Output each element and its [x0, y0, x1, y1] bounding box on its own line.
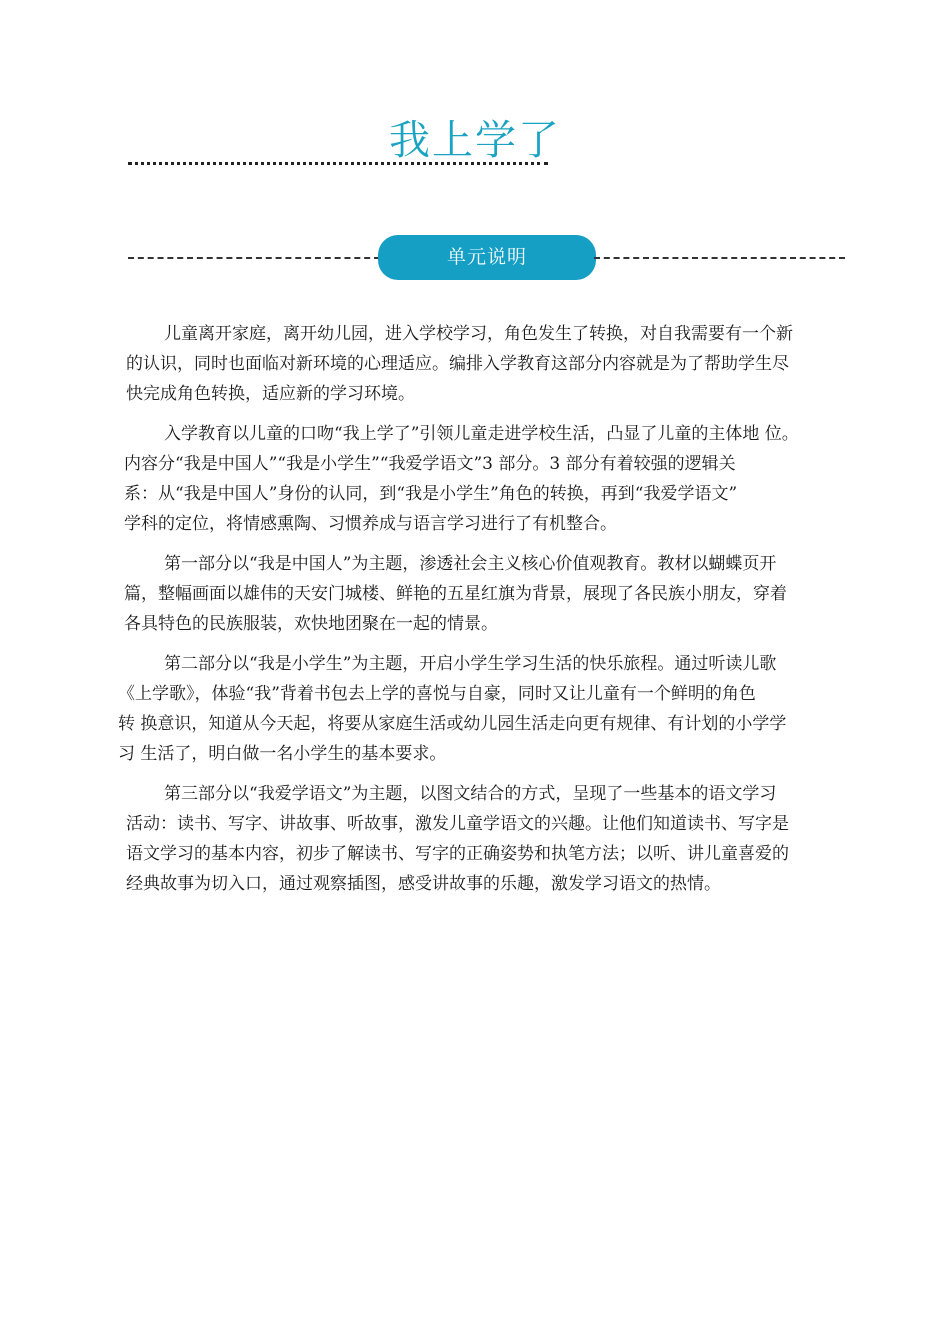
paragraph-1 [118, 319, 863, 409]
paragraph-2 [118, 419, 863, 539]
paragraph-line: 习 生活了，明白做一名小学生的基本要求。 [118, 744, 447, 764]
page-title: 我上学了 [389, 116, 561, 164]
paragraph-line: 转 换意识，知道从今天起，将要从家庭生活或幼儿园生活走向更有规律、有计划的小学学 [118, 714, 787, 734]
section-divider-left [128, 257, 380, 259]
paragraph-line: 活动：读书、写字、讲故事、听故事，激发儿童学语文的兴趣。让他们知道读书、写字是 [126, 814, 789, 834]
paragraph-line: 《上学歌》，体验“我”背着书包去上学的喜悦与自豪，同时又让儿童有一个鲜明的角色 [118, 684, 756, 704]
paragraph-4 [118, 649, 863, 769]
section-divider-right [594, 257, 845, 259]
paragraph-line: 系：从“我是中国人”身份的认同，到“我是小学生”角色的转换，再到“我爱学语文” [124, 484, 738, 504]
paragraph-line: 各具特色的民族服装，欢快地团聚在一起的情景。 [124, 614, 498, 634]
paragraph-line: 第二部分以“我是小学生”为主题，开启小学生学习生活的快乐旅程。通过听读儿歌 [164, 654, 777, 674]
paragraph-line: 篇，整幅画面以雄伟的天安门城楼、鲜艳的五星红旗为背景，展现了各民族小朋友，穿着 [124, 584, 787, 604]
paragraph-line: 学科的定位，将情感熏陶、习惯养成与语言学习进行了有机整合。 [124, 514, 617, 534]
section-header [128, 235, 845, 281]
paragraph-line: 语文学习的基本内容，初步了解读书、写字的正确姿势和执笔方法；以听、讲儿童喜爱的 [126, 844, 789, 864]
paragraph-line: 第一部分以“我是中国人”为主题，渗透社会主义核心价值观教育。教材以蝴蝶页开 [164, 554, 777, 574]
paragraph-line: 入学教育以儿童的口吻“我上学了”引领儿童走进学校生活，凸显了儿童的主体地 位。 [164, 424, 799, 444]
paragraph-3 [118, 549, 863, 639]
paragraph-line: 快完成角色转换，适应新的学习环境。 [126, 384, 415, 404]
paragraph-5 [118, 779, 863, 899]
paragraph-line: 儿童离开家庭，离开幼儿园，进入学校学习，角色发生了转换，对自我需要有一个新 [164, 324, 793, 344]
section-label-badge: 单元说明 [378, 235, 596, 280]
paragraph-line: 经典故事为切入口，通过观察插图，感受讲故事的乐趣，激发学习语文的热情。 [126, 874, 721, 894]
body-text [118, 319, 863, 909]
paragraph-line: 的认识，同时也面临对新环境的心理适应。编排入学教育这部分内容就是为了帮助学生尽 [126, 354, 789, 374]
paragraph-line: 内容分“我是中国人”“我是小学生”“我爱学语文”3 部分。3 部分有着较强的逻辑关 [124, 454, 736, 474]
paragraph-line: 第三部分以“我爱学语文”为主题，以图文结合的方式，呈现了一些基本的语文学习 [164, 784, 777, 804]
title-dotted-underline [128, 162, 548, 165]
